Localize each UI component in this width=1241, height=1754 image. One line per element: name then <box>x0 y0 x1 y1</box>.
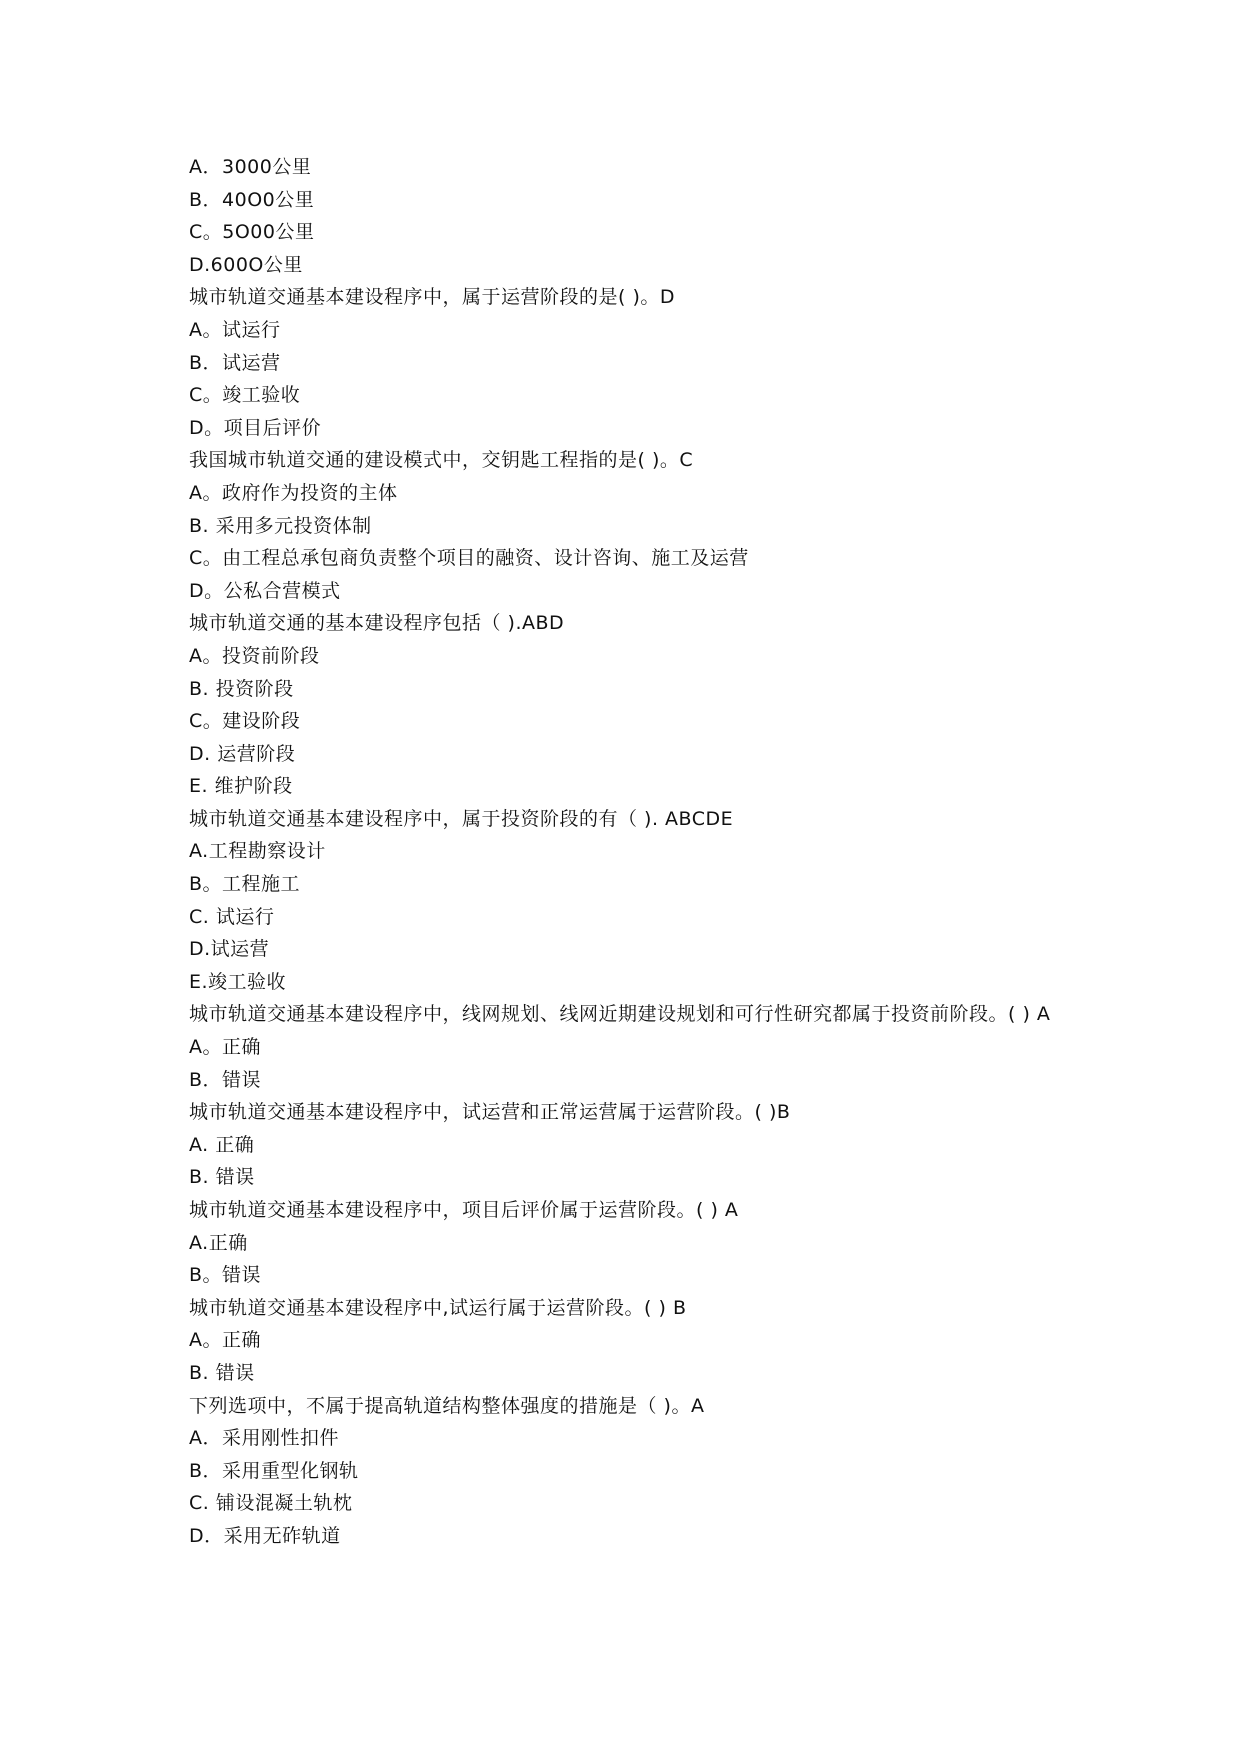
question-line: 城市轨道交通的基本建设程序包括（ ).ABD <box>189 612 565 635</box>
document-body <box>189 151 1089 1553</box>
option-line: B．错误 <box>189 1068 262 1091</box>
option-line: A。正确 <box>189 1036 261 1059</box>
option-line: A。政府作为投资的主体 <box>189 481 398 504</box>
option-line: C。建设阶段 <box>189 710 301 733</box>
option-line: C。竣工验收 <box>189 384 301 407</box>
option-line: A。投资前阶段 <box>189 644 320 667</box>
option-line: A。试运行 <box>189 318 281 341</box>
option-line: B. 采用多元投资体制 <box>189 514 372 537</box>
question-line: 城市轨道交通基本建设程序中，试运营和正常运营属于运营阶段。( )B <box>189 1101 791 1124</box>
option-line: B. 错误 <box>189 1166 255 1189</box>
option-line: A．采用刚性扣件 <box>189 1427 339 1450</box>
question-line: 我国城市轨道交通的建设模式中，交钥匙工程指的是( )。C <box>189 449 694 472</box>
option-line: D．采用无砟轨道 <box>189 1524 341 1547</box>
option-line: E. 维护阶段 <box>189 775 293 798</box>
option-line: A. 正确 <box>189 1133 255 1156</box>
option-line: B．采用重型化钢轨 <box>189 1459 359 1482</box>
question-line: 城市轨道交通基本建设程序中,试运行属于运营阶段。( ) B <box>189 1296 687 1319</box>
option-line: A.正确 <box>189 1231 248 1254</box>
option-line: C。5O00公里 <box>189 221 315 244</box>
option-line: C. 试运行 <box>189 905 275 928</box>
question-line: 城市轨道交通基本建设程序中，线网规划、线网近期建设规划和可行性研究都属于投资前阶段。( ) A <box>189 1003 1051 1026</box>
option-line: A.工程勘察设计 <box>189 840 326 863</box>
option-line: A。正确 <box>189 1329 261 1352</box>
option-line: D。公私合营模式 <box>189 579 341 602</box>
option-line: A．3000公里 <box>189 156 312 178</box>
question-line: 城市轨道交通基本建设程序中，属于运营阶段的是( )。D <box>189 286 675 309</box>
option-line: E.竣工验收 <box>189 970 287 993</box>
option-line: D。项目后评价 <box>189 416 322 439</box>
question-line: 下列选项中，不属于提高轨道结构整体强度的措施是（ )。A <box>189 1394 705 1417</box>
option-line: B. 投资阶段 <box>189 677 294 700</box>
option-line: C. 铺设混凝土轨枕 <box>189 1492 353 1515</box>
option-line: D. 运营阶段 <box>189 742 296 765</box>
option-line: B。工程施工 <box>189 873 301 896</box>
option-line: B．40O0公里 <box>189 188 315 211</box>
option-line: B．试运营 <box>189 351 281 374</box>
option-line: D.600O公里 <box>189 253 303 276</box>
question-line: 城市轨道交通基本建设程序中，属于投资阶段的有（ ). ABCDE <box>189 807 734 830</box>
option-line: C。由工程总承包商负责整个项目的融资、设计咨询、施工及运营 <box>189 547 749 570</box>
option-line: B。错误 <box>189 1264 262 1287</box>
option-line: D.试运营 <box>189 938 270 961</box>
question-line: 城市轨道交通基本建设程序中，项目后评价属于运营阶段。( ) A <box>189 1199 739 1221</box>
option-line: B. 错误 <box>189 1361 255 1384</box>
